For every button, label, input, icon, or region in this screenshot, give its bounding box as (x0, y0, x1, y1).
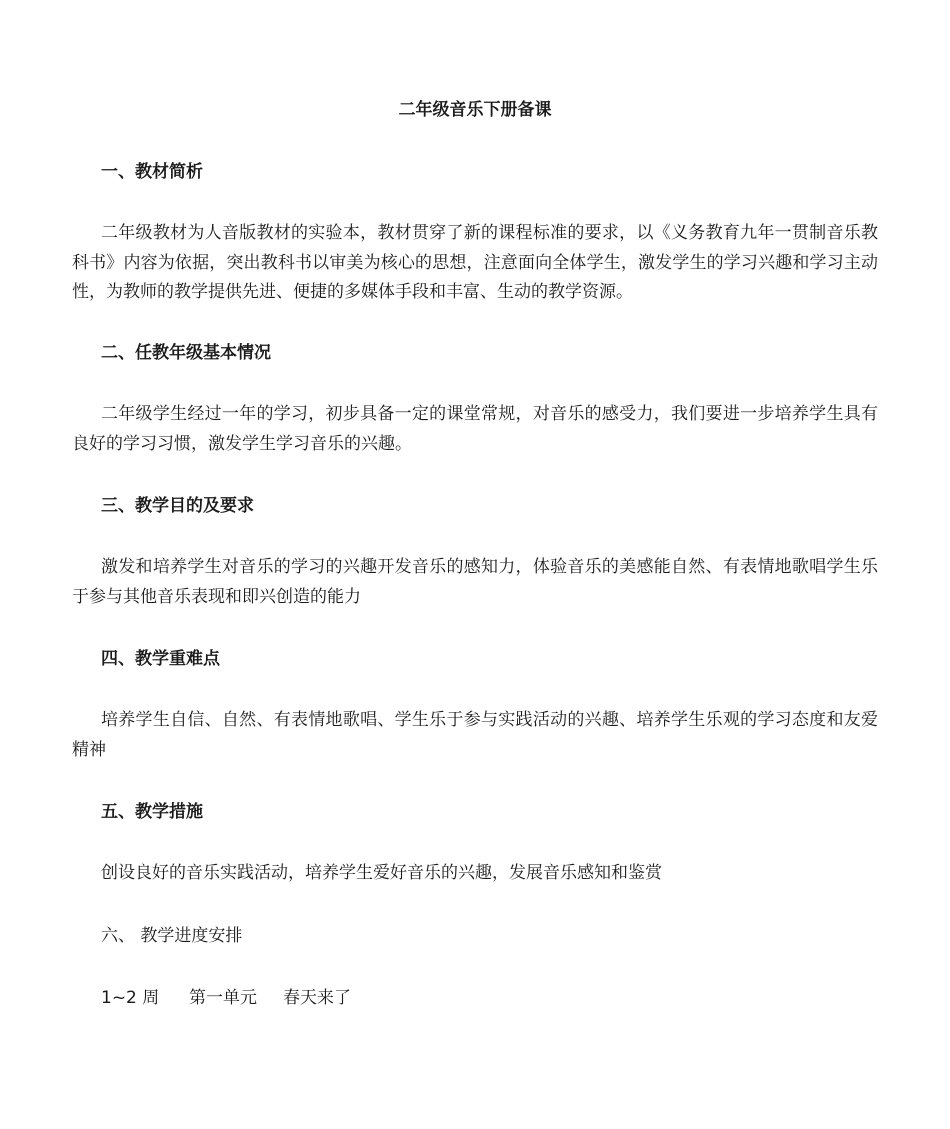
section-body-2: 二年级学生经过一年的学习，初步具备一定的课堂常规，对音乐的感受力，我们要进一步培养学生具有良好的学习习惯，激发学生学习音乐的兴趣。 (72, 404, 878, 454)
section-heading-2: 二、任教年级基本情况 (101, 343, 271, 363)
section-body-5: 创设良好的音乐实践活动，培养学生爱好音乐的兴趣，发展音乐感知和鉴赏 (101, 863, 662, 883)
schedule-topic: 春天来了 (283, 988, 351, 1008)
section-heading-6: 六、 教学进度安排 (101, 926, 243, 946)
section-body-3: 激发和培养学生对音乐的学习的兴趣开发音乐的感知力，体验音乐的美感能自然、有表情地歌唱学生乐于参与其他音乐表现和即兴创造的能力 (72, 557, 878, 607)
section-heading-5: 五、教学措施 (101, 802, 203, 822)
section-heading-3: 三、教学目的及要求 (101, 496, 254, 516)
schedule-weeks: 1~2 周 (101, 988, 160, 1008)
document-title: 二年级音乐下册备课 (398, 100, 552, 120)
section-heading-1: 一、教材简析 (101, 162, 203, 182)
section-heading-4: 四、教学重难点 (101, 649, 220, 669)
schedule-row (101, 986, 351, 1010)
section-body-1: 二年级教材为人音版教材的实验本，教材贯穿了新的课程标准的要求，以《义务教育九年一贯制音乐教科书》内容为依据，突出教科书以审美为核心的思想，注意面向全体学生，激发学生的学习兴趣和学习主动性，为教师的教学提供先进、便捷的多媒体手段和丰富、生动的教学资源。 (72, 223, 878, 302)
section-body-4: 培养学生自信、自然、有表情地歌唱、学生乐于参与实践活动的兴趣、培养学生乐观的学习态度和友爱精神 (72, 710, 878, 760)
schedule-unit: 第一单元 (189, 988, 257, 1008)
